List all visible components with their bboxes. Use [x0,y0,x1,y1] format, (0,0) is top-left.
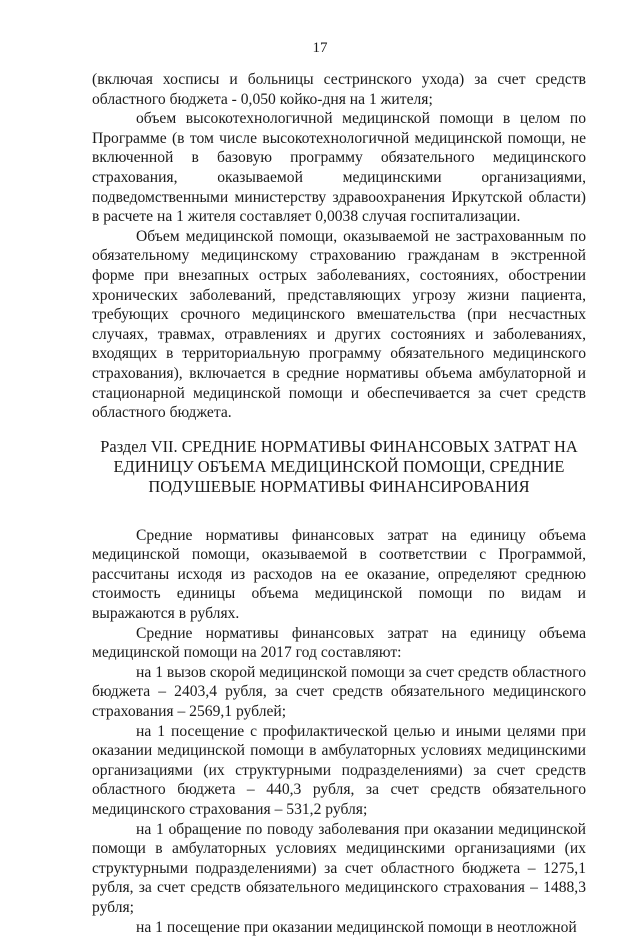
paragraph: на 1 посещение с профилактической целью и иными целями при оказании медицинской помощи в амбулаторных условиях медицинскими организациями (их структурными подразделениями) за счет средств областного бюджета – 440,3 рубля, за счет средств обязательного медицинского страхования – 531,2 рубля; [92,722,586,818]
paragraph: на 1 посещение при оказании медицинской помощи в неотложной [136,918,577,936]
section-heading-line: ПОДУШЕВЫЕ НОРМАТИВЫ ФИНАНСИРОВАНИЯ [148,476,530,496]
paragraph: (включая хосписы и больницы сестринского ухода) за счет средств областного бюджета - 0,050 койко-дня на 1 жителя; [92,71,586,108]
document-body [92,70,586,937]
paragraph: на 1 обращение по поводу заболевания при оказании медицинской помощи в амбулаторных условиях медицинскими организациями (их структурными подразделениями) за счет областного бюджета – 1275,1 рубля, за счет средств обязательного медицинского страхования – 1488,3 рубля; [92,820,586,916]
section-heading [92,437,586,497]
section-heading-line: ЕДИНИЦУ ОБЪЕМА МЕДИЦИНСКОЙ ПОМОЩИ, СРЕДНИЕ [113,456,565,476]
section-heading-line: Раздел VII. СРЕДНИЕ НОРМАТИВЫ ФИНАНСОВЫХ ЗАТРАТ НА [100,436,578,456]
paragraph: объем высокотехнологичной медицинской помощи в целом по Программе (в том числе высокотехнологичной медицинской помощи, не включенной в базовую программу обязательного медицинского страхования, оказываемой медицинскими организациями, подведомственными министерству здравоохранения Иркутской области) в расчете на 1 жителя составляет 0,0038 случая госпитализации. [92,110,586,226]
paragraph: на 1 вызов скорой медицинской помощи за счет средств областного бюджета – 2403,4 рубля, за счет средств обязательного медицинского страхования – 2569,1 рублей; [92,663,586,721]
paragraph: Средние нормативы финансовых затрат на единицу объема медицинской помощи на 2017 год составляют: [92,624,586,662]
page-number: 17 [312,40,328,56]
paragraph: Объем медицинской помощи, оказываемой не застрахованным по обязательному медицинскому страхованию гражданам в экстренной форме при внезапных острых заболеваниях, состояниях, обострении хронических заболеваний, представляющих угрозу жизни пациента, требующих срочного медицинского вмешательства (при несчастных случаях, травмах, отравлениях и других состояниях и заболеваниях, входящих в территориальную программу обязательного медицинского страхования), включается в средние нормативы объема амбулаторной и стационарной медицинской помощи и обеспечивается за счет средств областного бюджета. [92,227,586,422]
paragraph: Средние нормативы финансовых затрат на единицу объема медицинской помощи, оказываемой в соответствии с Программой, рассчитаны исходя из расходов на ее оказание, определяют среднюю стоимость единицы объема медицинской помощи по видам и выражаются в рублях. [92,526,586,623]
